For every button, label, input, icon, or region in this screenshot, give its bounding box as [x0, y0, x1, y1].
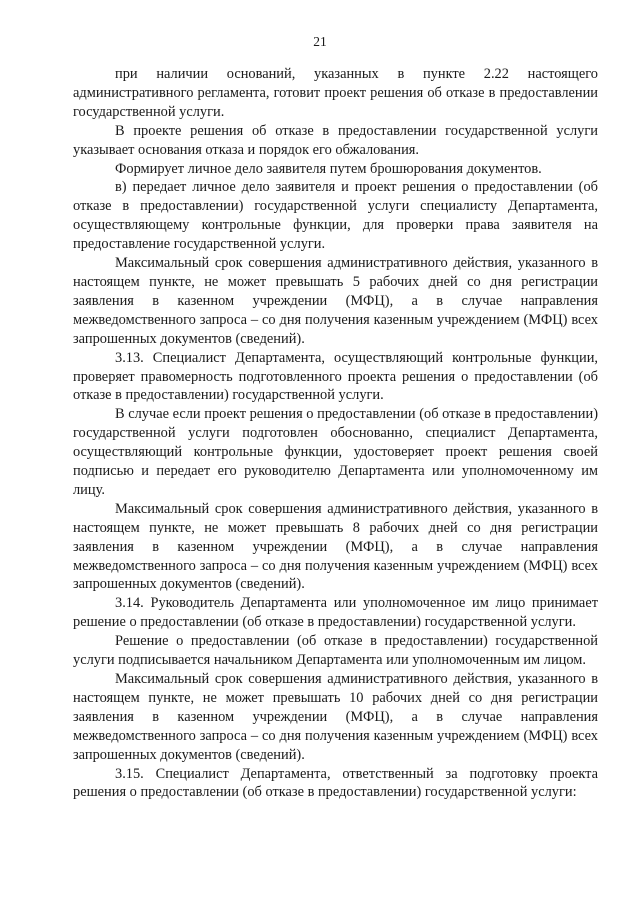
paragraph-8: Максимальный срок совершения административного действия, указанного в настоящем пункте, не может превышать 8 рабочих дней со дня регистрации заявления в казенном учреждении (МФЦ), а в случае направления межведомственного запроса – со дня получения казенным учреждением (МФЦ) всех запрошенных документов (сведений).	[73, 500, 598, 593]
document-body	[73, 65, 598, 802]
paragraph-10: Решение о предоставлении (об отказе в предоставлении) государственной услуги подписывается начальником Департамента или уполномоченным им лицом.	[73, 633, 598, 669]
paragraph-1: при наличии оснований, указанных в пункте 2.22 настоящего административного регламента, готовит проект решения об отказе в предоставлении государственной услуги.	[73, 66, 598, 120]
paragraph-5: Максимальный срок совершения административного действия, указанного в настоящем пункте, не может превышать 5 рабочих дней со дня регистрации заявления в казенном учреждении (МФЦ), а в случае направления межведомственного запроса – со дня получения казенным учреждением (МФЦ) всех запрошенных документов (сведений).	[73, 255, 598, 347]
paragraph-6: 3.13. Специалист Департамента, осуществляющий контрольные функции, проверяет правомерность подготовленного проекта решения о предоставлении (об отказе в предоставлении) государственной услуги.	[73, 349, 598, 404]
page-number: 21	[313, 34, 327, 49]
paragraph-3: Формирует личное дело заявителя путем брошюрования документов.	[115, 160, 542, 177]
paragraph-11: Максимальный срок совершения административного действия, указанного в настоящем пункте, не может превышать 10 рабочих дней со дня регистрации заявления в казенном учреждении (МФЦ), а в случае направления межведомственного запроса – со дня получения казенным учреждением (МФЦ) всех запрошенных документов (сведений).	[73, 671, 598, 763]
paragraph-4: в) передает личное дело заявителя и проект решения о предоставлении (об отказе в предоставлении) государственной услуги специалисту Департамента, осуществляющему контрольные функции, для проверки права заявителя на предоставление государственной услуги.	[73, 179, 598, 253]
paragraph-2: В проекте решения об отказе в предоставлении государственной услуги указывает основания отказа и порядок его обжалования.	[73, 122, 598, 158]
paragraph-7: В случае если проект решения о предоставлении (об отказе в предоставлении) государственной услуги подготовлен обоснованно, специалист Департамента, осуществляющий контрольные функции, удостоверяет проект решения своей подписью и передает его руководителю Департамента или уполномоченному им лицу.	[73, 406, 598, 498]
paragraph-12: 3.15. Специалист Департамента, ответственный за подготовку проекта решения о предоставлении (об отказе в предоставлении) государственной услуги:	[73, 765, 598, 801]
paragraph-9: 3.14. Руководитель Департамента или уполномоченное им лицо принимает решение о предоставлении (об отказе в предоставлении) государственной услуги.	[73, 595, 598, 631]
